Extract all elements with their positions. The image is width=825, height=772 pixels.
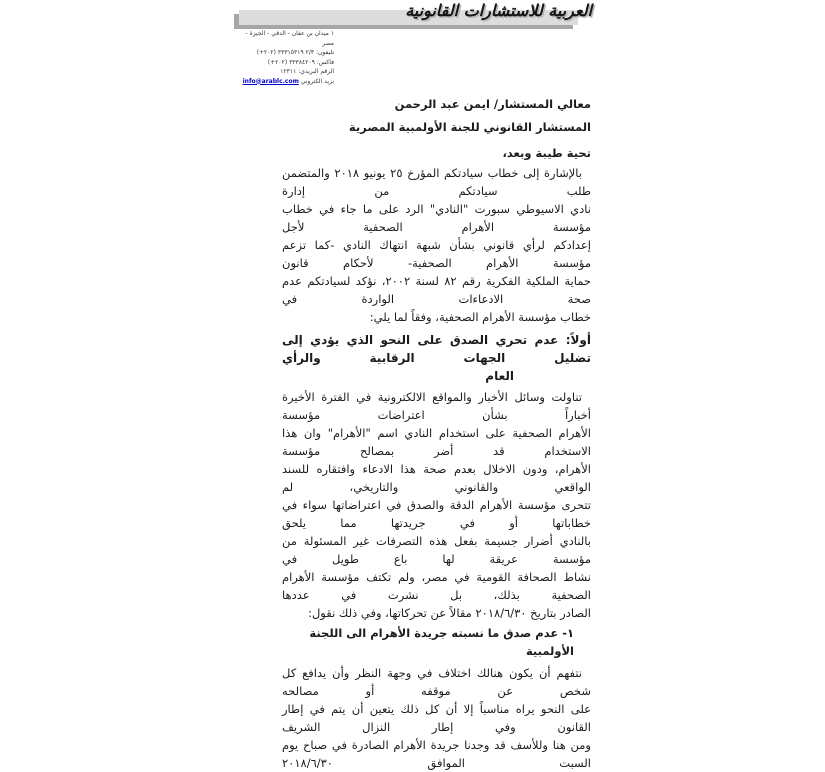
text-line: نتفهم أن يكون هنالك اختلاف في وجهة النظر وأن يدافع كل شخص عن موقفه أو مصالحه — [282, 666, 591, 698]
salutation: تحية طيبة وبعد، — [502, 146, 591, 160]
text-line: تليفون: ٢/٣ ٣٣٣١٥٣١٩ (٢٠٢+) — [256, 49, 334, 56]
heading-first-line2: العام — [485, 369, 514, 383]
email-label: بريد الكتروني — [300, 77, 334, 85]
text-line: خطاب مؤسسة الأهرام الصحفية، وفقاً لما يلي: — [369, 310, 591, 324]
heading-first — [282, 331, 591, 385]
text-line: نادي الاسيوطي سبورت "النادي" الرد على ما جاء في خطاب مؤسسة الأهرام الصحفية لأجل — [282, 202, 591, 234]
email-link[interactable]: info@arablc.com — [242, 77, 299, 85]
text-line: الأهرام، ودون الاخلال بعدم صحة هذا الادعاء وافتقاره للسند الواقعي والقانوني والتاريخي، لم — [282, 462, 591, 494]
letter-body — [282, 0, 591, 772]
text-line: فاكس: ٣٣٣٨٤٢٠٩ (٢٠٢+) — [267, 58, 334, 66]
text-line: تناولت وسائل الأخبار والمواقع الالكترونية في الفترة الأخيرة أخباراً بشأن اعتراضات مؤسسة — [282, 390, 591, 422]
paragraph-2 — [282, 388, 591, 622]
firm-name-title: العربية للاستشارات القانونية — [405, 1, 592, 20]
text-line: ١ ميدان بن عفان - الدقي - الجيزة - مصر — [245, 30, 334, 47]
text-line: الرقم البريدي: ١٢٣١١ — [280, 68, 334, 75]
recipient-name: معالي المستشار/ ايمن عبد الرحمن — [394, 97, 591, 111]
paragraph-1 — [282, 164, 591, 326]
paragraph-3 — [282, 664, 591, 772]
text-line: بالإشارة إلى خطاب سيادتكم المؤرخ ٢٥ يونيو ٢٠١٨ والمتضمن طلب سيادتكم من إدارة — [282, 166, 591, 198]
recipient-title: المستشار القانوني للجنة الأولمبية المصرية — [348, 120, 591, 134]
document-page — [237, 0, 593, 770]
subheading-1: ١- عدم صدق ما نسبته جريدة الأهرام الى اللجنة الأولمبية — [309, 626, 574, 658]
text-line: الأهرام الصحفية على استخدام النادي اسم "الأهرام" وان هذا الاستخدام قد أضر بمصالح مؤسسة — [282, 426, 591, 458]
text-line: حماية الملكية الفكرية رقم ٨٢ لسنة ٢٠٠٢، نؤكد لسيادتكم عدم صحة الادعاءات الواردة في — [282, 274, 591, 306]
text-line: نشاط الصحافة القومية في مصر، ولم تكتف مؤسسة الأهرام الصحفية بذلك، بل نشرت في عددها — [282, 570, 591, 602]
text-line: إعدادكم لرأي قانوني بشأن شبهة انتهاك النادي -كما تزعم مؤسسة الأهرام الصحفية- لأحكام قانون — [282, 238, 591, 270]
text-line: على النحو يراه مناسباً إلا أن كل ذلك يتعين أن يتم في إطار القانون وفي إطار النزال الشريف — [282, 702, 591, 734]
text-line: الصادر بتاريخ ٢٠١٨/٦/٣٠ مقالاً عن تحركاتها، وفي ذلك نقول: — [308, 606, 591, 620]
text-line: بالنادي أضرار جسيمة بفعل هذه التصرفات غير المسئولة من مؤسسة عريقة لها باع طويل في — [282, 534, 591, 566]
heading-first-line1: أولاً: عدم تحري الصدق على النحو الذي يؤدي إلى تضليل الجهات الرقابية والرأي — [282, 333, 591, 365]
text-line: تتحرى مؤسسة الأهرام الدقة والصدق في اعتراضاتها سواء في خطاباتها أو في جريدتها مما يلحق — [282, 498, 591, 530]
text-line: ومن هنا وللأسف قد وجدنا جريدة الأهرام الصادرة في صباح يوم السبت الموافق ٢٠١٨/٦/٣٠ — [282, 738, 591, 770]
